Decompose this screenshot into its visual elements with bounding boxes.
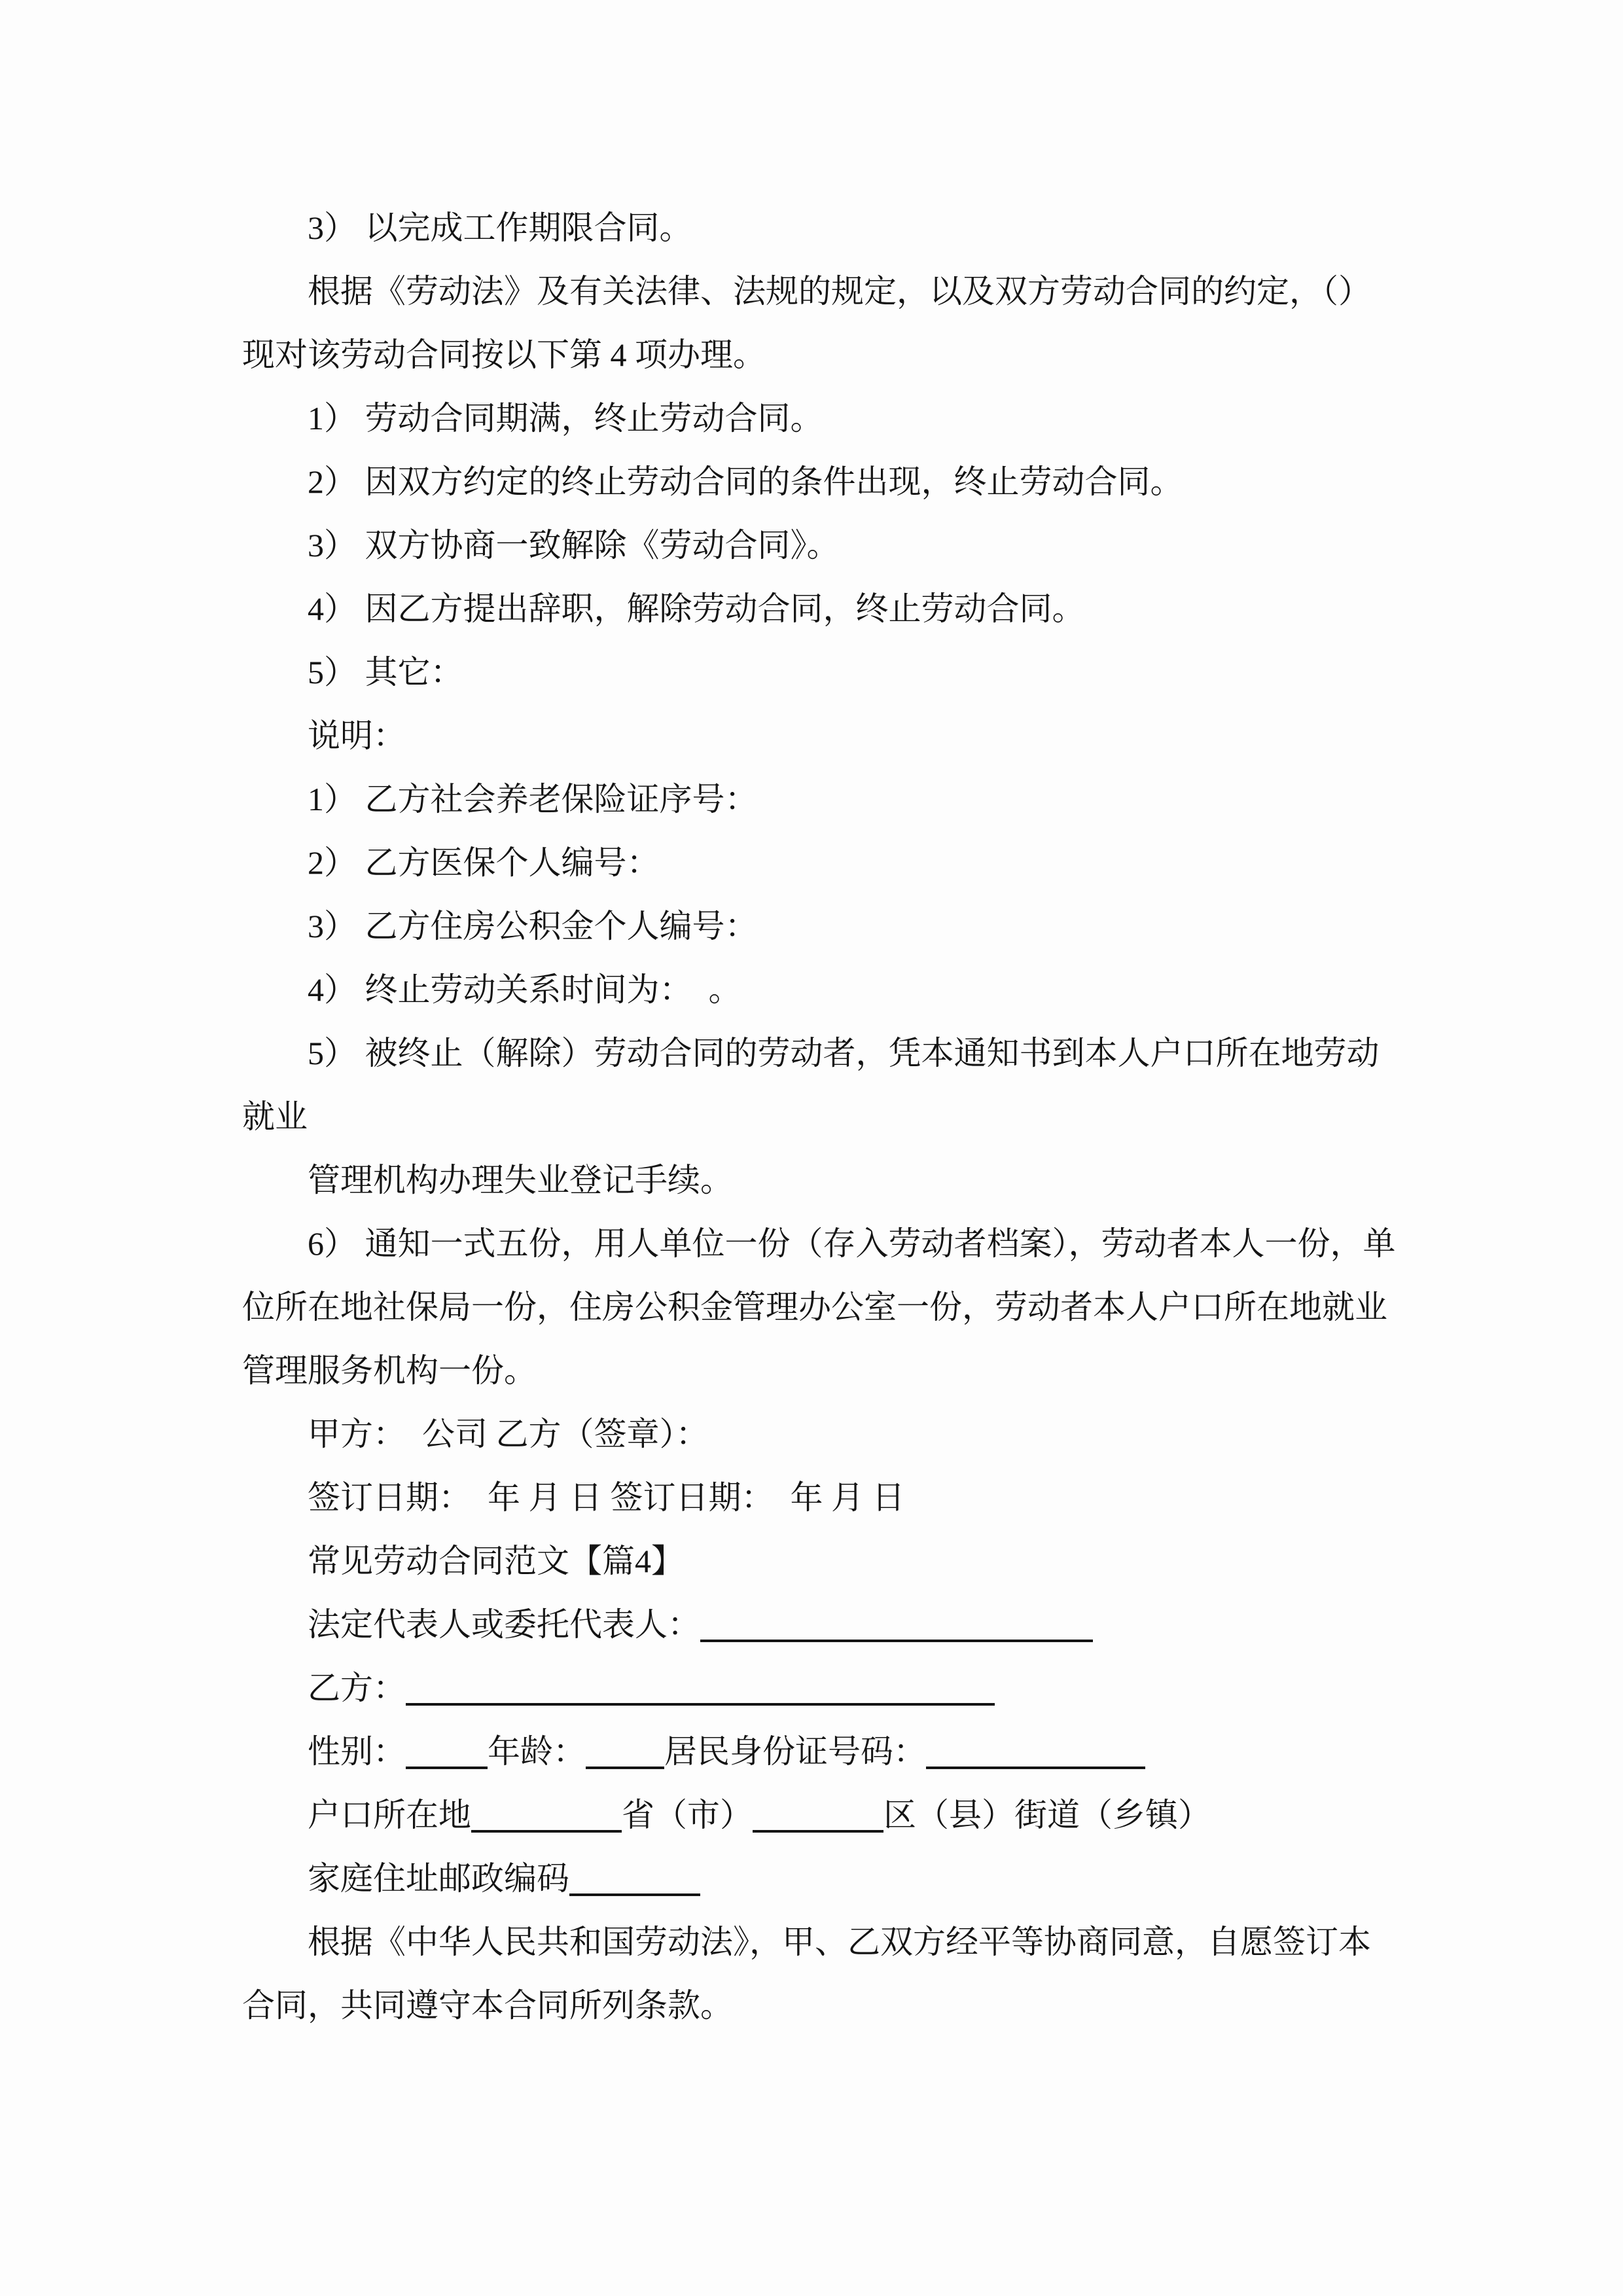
- blank-field: [586, 1757, 664, 1769]
- text-line: [242, 1339, 1394, 1403]
- text-run: 2） 乙方医保个人编号：: [308, 844, 660, 881]
- text-line: [242, 958, 1394, 1022]
- text-run: 3） 双方协商一致解除《劳动合同》。: [308, 527, 840, 564]
- text-run: 年龄：: [488, 1733, 586, 1770]
- text-run: 2） 因双方约定的终止劳动合同的条件出现，终止劳动合同。: [308, 463, 1183, 500]
- text-line: [242, 1022, 1394, 1085]
- text-line: [242, 1276, 1394, 1339]
- text-line: [242, 1974, 1394, 2037]
- text-run: 乙方：: [308, 1670, 406, 1706]
- text-run: 签订日期： 年 月 日 签订日期： 年 月 日: [308, 1479, 905, 1516]
- text-run: 3） 以完成工作期限合同。: [308, 209, 692, 246]
- text-run: 3） 乙方住房公积金个人编号：: [308, 908, 758, 944]
- text-run: 管理服务机构一份。: [242, 1352, 537, 1389]
- text-run: 甲方： 公司 乙方（签章）：: [308, 1416, 709, 1452]
- text-run: 区（县）街道（乡镇）: [883, 1797, 1211, 1833]
- text-run: 性别：: [308, 1733, 406, 1770]
- text-run: 管理机构办理失业登记手续。: [308, 1162, 733, 1198]
- text-line: [242, 387, 1394, 450]
- text-line: [242, 1910, 1394, 1974]
- text-run: 6） 通知一式五份，用人单位一份（存入劳动者档案），劳动者本人一份，单: [308, 1225, 1396, 1262]
- text-line: [242, 1085, 1394, 1149]
- text-line: [242, 196, 1394, 260]
- text-run: 就业: [242, 1098, 308, 1135]
- text-line: [242, 260, 1394, 323]
- blank-field: [471, 1821, 622, 1833]
- text-run: 说明：: [308, 717, 406, 754]
- text-line: [242, 1212, 1394, 1276]
- text-run: 户口所在地: [308, 1797, 471, 1833]
- text-line: [242, 831, 1394, 895]
- blank-field: [569, 1884, 700, 1896]
- text-line: [242, 641, 1394, 704]
- text-run: 合同，共同遵守本合同所列条款。: [242, 1987, 733, 2024]
- text-line: [242, 895, 1394, 958]
- text-run: 根据《中华人民共和国劳动法》，甲、乙双方经平等协商同意，自愿签订本: [308, 1924, 1371, 1960]
- text-line: [242, 1466, 1394, 1530]
- text-line: [242, 1149, 1394, 1212]
- text-run: 1） 乙方社会养老保险证序号：: [308, 781, 758, 817]
- blank-field: [406, 1757, 488, 1769]
- text-run: 5） 被终止（解除）劳动合同的劳动者，凭本通知书到本人户口所在地劳动: [308, 1035, 1380, 1071]
- text-run: 4） 因乙方提出辞职，解除劳动合同，终止劳动合同。: [308, 590, 1085, 627]
- text-line: [242, 450, 1394, 514]
- text-run: 居民身份证号码：: [664, 1733, 926, 1770]
- text-run: 常见劳动合同范文【篇4】: [308, 1543, 684, 1579]
- text-line: [242, 704, 1394, 768]
- blank-field: [753, 1821, 883, 1833]
- text-line: [242, 1403, 1394, 1466]
- text-line: [242, 577, 1394, 641]
- document-body: [242, 196, 1394, 2037]
- text-run: 4） 终止劳动关系时间为： 。: [308, 971, 741, 1008]
- text-run: 根据《劳动法》及有关法律、法规的规定，以及双方劳动合同的约定，（）: [308, 273, 1371, 310]
- text-run: 现对该劳动合同按以下第 4 项办理。: [242, 336, 766, 373]
- text-line: [242, 1720, 1394, 1784]
- text-line: [242, 1657, 1394, 1720]
- blank-field: [926, 1757, 1145, 1769]
- text-run: 1） 劳动合同期满，终止劳动合同。: [308, 400, 823, 437]
- text-line: [242, 768, 1394, 831]
- text-line: [242, 514, 1394, 577]
- text-line: [242, 1593, 1394, 1657]
- blank-field: [700, 1630, 1093, 1642]
- text-run: 位所在地社保局一份，住房公积金管理办公室一份，劳动者本人户口所在地就业: [242, 1289, 1387, 1325]
- text-line: [242, 323, 1394, 387]
- text-run: 5） 其它：: [308, 654, 463, 691]
- text-run: 省（市）: [622, 1797, 753, 1833]
- text-run: 法定代表人或委托代表人：: [308, 1606, 700, 1643]
- text-line: [242, 1530, 1394, 1593]
- text-run: 家庭住址邮政编码: [308, 1860, 569, 1897]
- text-line: [242, 1784, 1394, 1847]
- blank-field: [406, 1694, 995, 1706]
- text-line: [242, 1847, 1394, 1910]
